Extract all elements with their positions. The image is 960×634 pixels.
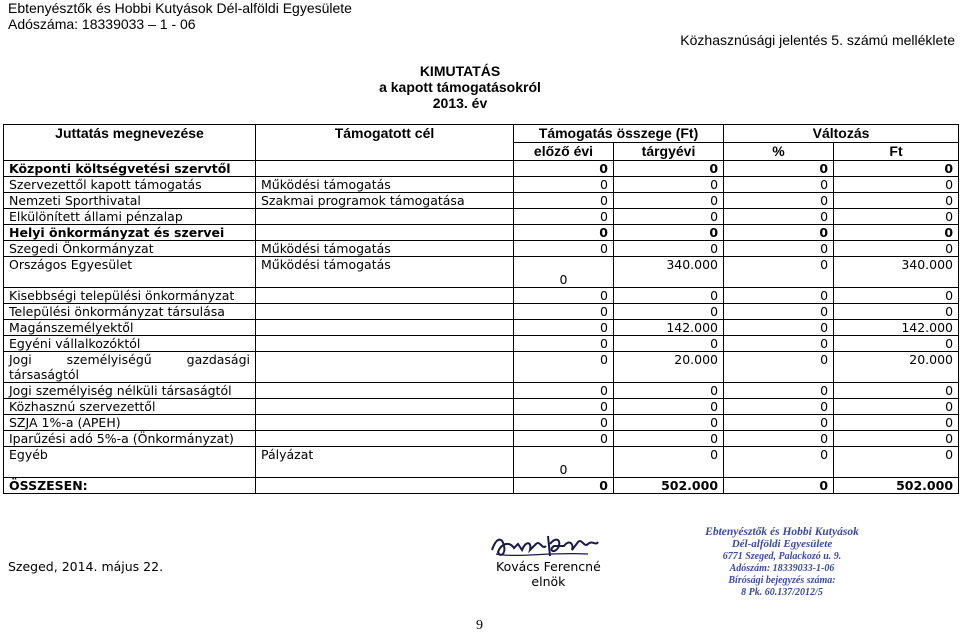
cell-ft: 20.000 xyxy=(834,352,959,383)
cell-name: Jogi személyiség nélküli társaságtól xyxy=(4,383,256,399)
table-row xyxy=(4,352,959,383)
cell-pct: 0 xyxy=(724,447,834,478)
cell-goal xyxy=(256,209,514,225)
header-goal: Támogatott cél xyxy=(256,125,514,161)
cell-curr: 340.000 xyxy=(614,257,724,288)
cell-curr: 0 xyxy=(614,415,724,431)
cell-name: Helyi önkormányzat és szervei xyxy=(4,225,256,241)
cell-ft: 0 xyxy=(834,288,959,304)
support-table xyxy=(3,124,959,494)
cell-name: Elkülönített állami pénzalap xyxy=(4,209,256,225)
cell-goal xyxy=(256,415,514,431)
cell-goal xyxy=(256,478,514,494)
cell-prev: 0 xyxy=(514,383,614,399)
cell-prev: 0 xyxy=(514,193,614,209)
cell-name: Nemzeti Sporthivatal xyxy=(4,193,256,209)
cell-prev: 0 xyxy=(514,225,614,241)
cell-name: Kisebbségi települési önkormányzat xyxy=(4,288,256,304)
table-body xyxy=(4,161,959,494)
cell-prev: 0 xyxy=(514,241,614,257)
cell-prev: 0 xyxy=(514,177,614,193)
cell-pct: 0 xyxy=(724,352,834,383)
table-row xyxy=(4,336,959,352)
cell-pct: 0 xyxy=(724,225,834,241)
header-amount: Támogatás összege (Ft) xyxy=(514,125,724,143)
cell-goal: Működési támogatás xyxy=(256,257,514,288)
cell-curr: 0 xyxy=(614,383,724,399)
table-row xyxy=(4,415,959,431)
cell-ft: 0 xyxy=(834,415,959,431)
cell-curr: 0 xyxy=(614,177,724,193)
cell-pct: 0 xyxy=(724,257,834,288)
cell-ft: 0 xyxy=(834,177,959,193)
table-row xyxy=(4,478,959,494)
cell-pct: 0 xyxy=(724,304,834,320)
table-row xyxy=(4,225,959,241)
cell-name: Települési önkormányzat társulása xyxy=(4,304,256,320)
cell-name: Központi költségvetési szervtől xyxy=(4,161,256,177)
cell-ft: 0 xyxy=(834,383,959,399)
stamp-line4: Adószám: 18339033-1-06 xyxy=(729,563,835,574)
title-line-2: a kapott támogatásokról xyxy=(379,79,541,95)
table-row xyxy=(4,161,959,177)
cell-ft: 340.000 xyxy=(834,257,959,288)
tax-number: Adószáma: 18339033 – 1 - 06 xyxy=(8,16,196,32)
cell-pct: 0 xyxy=(724,336,834,352)
cell-name: SZJA 1%-a (APEH) xyxy=(4,415,256,431)
header-change: Változás xyxy=(724,125,959,143)
cell-curr: 0 xyxy=(614,288,724,304)
cell-pct: 0 xyxy=(724,193,834,209)
cell-goal xyxy=(256,336,514,352)
cell-ft: 142.000 xyxy=(834,320,959,336)
cell-goal xyxy=(256,225,514,241)
table-row xyxy=(4,241,959,257)
cell-curr: 0 xyxy=(614,447,724,478)
cell-prev: 0 xyxy=(514,431,614,447)
cell-prev: 0 xyxy=(514,415,614,431)
cell-pct: 0 xyxy=(724,288,834,304)
table-row xyxy=(4,383,959,399)
cell-goal xyxy=(256,352,514,383)
cell-curr: 0 xyxy=(614,431,724,447)
signature-date: Szeged, 2014. május 22. xyxy=(8,559,164,574)
stamp-line5: Bírósági bejegyzés száma: xyxy=(728,575,836,586)
cell-prev: 0 xyxy=(514,288,614,304)
cell-goal xyxy=(256,431,514,447)
cell-prev: 0 xyxy=(514,257,614,288)
cell-curr: 0 xyxy=(614,399,724,415)
cell-goal: Pályázat xyxy=(256,447,514,478)
cell-prev: 0 xyxy=(514,478,614,494)
cell-ft: 502.000 xyxy=(834,478,959,494)
organization-stamp-icon xyxy=(680,524,884,598)
cell-name-line-1: Jogi személyiségű gazdasági xyxy=(9,352,250,367)
cell-prev: 0 xyxy=(514,352,614,383)
cell-curr: 0 xyxy=(614,193,724,209)
page-number: 9 xyxy=(476,618,483,633)
stamp-line6: 8 Pk. 60.137/2012/5 xyxy=(741,587,823,598)
table-row xyxy=(4,447,959,478)
cell-ft: 0 xyxy=(834,225,959,241)
cell-ft: 0 xyxy=(834,161,959,177)
cell-ft: 0 xyxy=(834,209,959,225)
report-reference: Közhasznúsági jelentés 5. számú melléklete xyxy=(680,32,955,48)
cell-name: ÖSSZESEN: xyxy=(4,478,256,494)
table-row xyxy=(4,304,959,320)
cell-pct: 0 xyxy=(724,478,834,494)
cell-name: Iparűzési adó 5%-a (Önkormányzat) xyxy=(4,431,256,447)
header-curr: tárgyévi xyxy=(614,143,724,161)
cell-prev: 0 xyxy=(514,161,614,177)
table-row xyxy=(4,320,959,336)
cell-ft: 0 xyxy=(834,431,959,447)
cell-name: Magánszemélyektől xyxy=(4,320,256,336)
cell-ft: 0 xyxy=(834,447,959,478)
cell-goal xyxy=(256,320,514,336)
cell-name: Szegedi Önkormányzat xyxy=(4,241,256,257)
cell-goal xyxy=(256,304,514,320)
cell-prev: 0 xyxy=(514,399,614,415)
cell-prev: 0 xyxy=(514,320,614,336)
cell-prev: 0 xyxy=(514,336,614,352)
signatory-role: elnök xyxy=(531,574,566,589)
document-title xyxy=(0,63,960,111)
cell-goal: Működési támogatás xyxy=(256,241,514,257)
cell-curr: 142.000 xyxy=(614,320,724,336)
stamp-line1: Ebtenyésztők és Hobbi Kutyások xyxy=(705,526,859,538)
cell-name: Országos Egyesület xyxy=(4,257,256,288)
cell-pct: 0 xyxy=(724,209,834,225)
cell-ft: 0 xyxy=(834,241,959,257)
cell-name: Egyéb xyxy=(4,447,256,478)
cell-pct: 0 xyxy=(724,415,834,431)
cell-name: Szervezettől kapott támogatás xyxy=(4,177,256,193)
cell-curr: 0 xyxy=(614,336,724,352)
cell-goal xyxy=(256,161,514,177)
cell-goal xyxy=(256,383,514,399)
cell-name: Közhasznú szervezettől xyxy=(4,399,256,415)
cell-pct: 0 xyxy=(724,241,834,257)
cell-ft: 0 xyxy=(834,304,959,320)
table-row xyxy=(4,288,959,304)
cell-pct: 0 xyxy=(724,320,834,336)
table-row xyxy=(4,177,959,193)
cell-ft: 0 xyxy=(834,193,959,209)
cell-prev: 0 xyxy=(514,304,614,320)
cell-curr: 20.000 xyxy=(614,352,724,383)
cell-goal: Működési támogatás xyxy=(256,177,514,193)
table-row xyxy=(4,257,959,288)
cell-curr: 0 xyxy=(614,209,724,225)
cell-pct: 0 xyxy=(724,161,834,177)
cell-name: Egyéni vállalkozóktól xyxy=(4,336,256,352)
cell-goal xyxy=(256,399,514,415)
cell-ft: 0 xyxy=(834,336,959,352)
cell-ft: 0 xyxy=(834,399,959,415)
signatory xyxy=(496,559,601,589)
title-line-1: KIMUTATÁS xyxy=(419,63,501,79)
cell-prev: 0 xyxy=(514,209,614,225)
cell-pct: 0 xyxy=(724,383,834,399)
header-pct: % xyxy=(724,143,834,161)
cell-curr: 0 xyxy=(614,225,724,241)
cell-pct: 0 xyxy=(724,399,834,415)
title-line-3: 2013. év xyxy=(432,95,488,111)
header-name: Juttatás megnevezése xyxy=(4,125,256,161)
header-prev: előző évi xyxy=(514,143,614,161)
cell-name xyxy=(4,352,256,383)
cell-curr: 0 xyxy=(614,241,724,257)
organization-name: Ebtenyésztők és Hobbi Kutyások Dél-alföldi Egyesülete xyxy=(8,0,352,16)
cell-goal: Szakmai programok támogatása xyxy=(256,193,514,209)
stamp-line2: Dél-alföldi Egyesülete xyxy=(731,538,833,550)
cell-curr: 0 xyxy=(614,161,724,177)
cell-prev: 0 xyxy=(514,447,614,478)
table-row xyxy=(4,193,959,209)
cell-curr: 502.000 xyxy=(614,478,724,494)
table-row xyxy=(4,431,959,447)
header-ft: Ft xyxy=(834,143,959,161)
cell-pct: 0 xyxy=(724,431,834,447)
table-row xyxy=(4,209,959,225)
cell-goal xyxy=(256,288,514,304)
cell-pct: 0 xyxy=(724,177,834,193)
cell-curr: 0 xyxy=(614,304,724,320)
cell-name-line-2: társaságtól xyxy=(9,367,80,382)
table-row xyxy=(4,399,959,415)
stamp-line3: 6771 Szeged, Palackozó u. 9. xyxy=(722,551,842,562)
signatory-name: Kovács Ferencné xyxy=(496,559,601,574)
